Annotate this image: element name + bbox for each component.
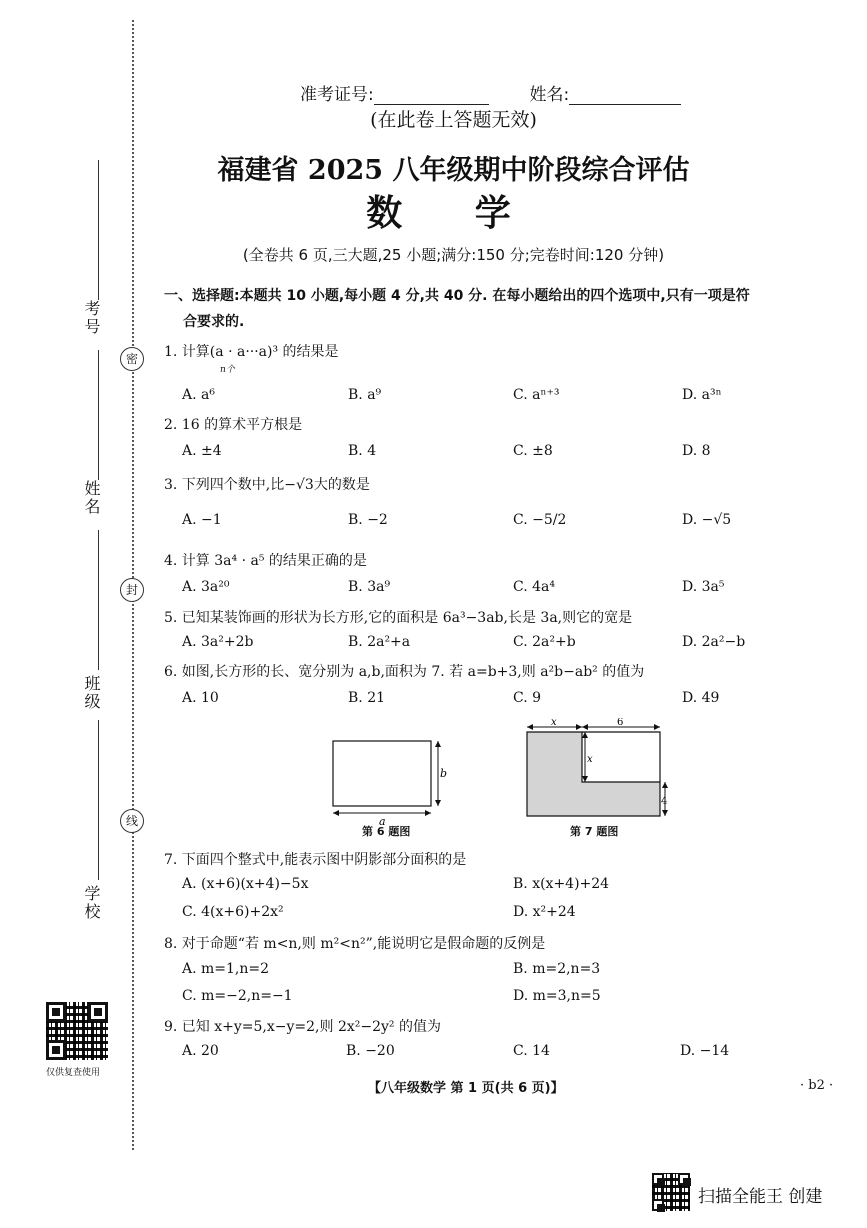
figure-7	[515, 718, 675, 823]
exam-id-blank	[374, 86, 489, 105]
fig7-label-4: 4	[661, 796, 668, 807]
question-6: 6. 如图,长方形的长、宽分别为 a,b,面积为 7. 若 a=b+3,则 a²b−ab² 的值为	[164, 664, 645, 680]
q5-option-b: B. 2a²+a	[348, 634, 411, 650]
page-code: · b2 ·	[800, 1078, 834, 1093]
q7-option-b: B. x(x+4)+24	[513, 876, 610, 892]
q8-option-c: C. m=−2,n=−1	[182, 988, 293, 1004]
q2-option-c: C. ±8	[513, 443, 553, 459]
q2-option-a: A. ±4	[182, 443, 222, 459]
seal-mark-xian: 线	[120, 809, 144, 833]
q8-option-a: A. m=1,n=2	[182, 961, 270, 977]
q1-option-c: C. aⁿ⁺³	[513, 387, 560, 403]
exam-id-label: 准考证号:	[300, 85, 374, 105]
q7-option-d: D. x²+24	[513, 904, 576, 920]
school-label: 学校	[82, 885, 101, 921]
q9-option-b: B. −20	[346, 1043, 395, 1059]
q4-option-d: D. 3a⁵	[682, 579, 725, 595]
q6-option-c: C. 9	[513, 690, 542, 706]
exam-number-label: 考号	[82, 300, 101, 336]
question-1-sub: n个	[220, 365, 235, 375]
q1-option-a: A. a⁶	[182, 387, 215, 403]
page-footer: 【八年级数学 第 1 页(共 6 页)】	[368, 1081, 564, 1096]
class-line	[98, 530, 99, 670]
q5-option-d: D. 2a²−b	[682, 634, 746, 650]
fig7-label-6: 6	[617, 718, 624, 728]
page-title: 福建省 2025 八年级期中阶段综合评估	[217, 155, 690, 186]
qr-code-margin	[46, 1002, 108, 1060]
answer-note: (在此卷上答题无效)	[370, 109, 537, 131]
scanner-qr-code	[652, 1173, 690, 1211]
q3-option-a: A. −1	[182, 512, 222, 528]
question-9: 9. 已知 x+y=5,x−y=2,则 2x²−2y² 的值为	[164, 1019, 441, 1035]
q2-option-b: B. 4	[348, 443, 377, 459]
name-line	[98, 350, 99, 480]
exam-info: (全卷共 6 页,三大题,25 小题;满分:150 分;完卷时间:120 分钟)	[242, 246, 665, 264]
scanner-watermark: 扫描全能王 创建	[698, 1187, 823, 1207]
candidate-info	[300, 80, 681, 105]
q9-option-d: D. −14	[680, 1043, 730, 1059]
qr-note: 仅供复查使用	[46, 1068, 101, 1078]
q4-option-a: A. 3a²⁰	[182, 579, 230, 595]
question-3: 3. 下列四个数中,比−√3大的数是	[164, 477, 370, 493]
question-4: 4. 计算 3a⁴ · a⁵ 的结果正确的是	[164, 553, 367, 569]
fig6-label-b: b	[440, 767, 448, 780]
q4-option-c: C. 4a⁴	[513, 579, 555, 595]
q1-option-b: B. a⁹	[348, 387, 382, 403]
subject-title: 数 学	[366, 193, 541, 234]
question-5: 5. 已知某装饰画的形状为长方形,它的面积是 6a³−3ab,长是 3a,则它的宽是	[164, 610, 633, 626]
figure-6-caption: 第 6 题图	[362, 825, 411, 838]
q4-option-b: B. 3a⁹	[348, 579, 391, 595]
seal-mark-mi: 密	[120, 347, 144, 371]
section-heading: 一、选择题:本题共 10 小题,每小题 4 分,共 40 分. 在每小题给出的四个选项中,只有一项是符	[164, 288, 750, 304]
school-line	[98, 720, 99, 880]
q5-option-a: A. 3a²+2b	[182, 634, 254, 650]
q1-option-d: D. a³ⁿ	[682, 387, 722, 403]
question-2: 2. 16 的算术平方根是	[164, 417, 303, 433]
fig7-label-x-top: x	[551, 718, 557, 728]
q6-option-a: A. 10	[182, 690, 219, 706]
name-blank	[569, 86, 681, 105]
q5-option-c: C. 2a²+b	[513, 634, 576, 650]
q3-option-b: B. −2	[348, 512, 388, 528]
name-label: 姓名	[82, 480, 101, 516]
q2-option-d: D. 8	[682, 443, 711, 459]
q3-option-c: C. −5/2	[513, 512, 567, 528]
q9-option-c: C. 14	[513, 1043, 550, 1059]
name-label-top: 姓名:	[529, 85, 570, 105]
q6-option-d: D. 49	[682, 690, 720, 706]
q8-option-d: D. m=3,n=5	[513, 988, 601, 1004]
section-heading-cont: 合要求的.	[183, 314, 245, 330]
q6-option-b: B. 21	[348, 690, 386, 706]
q3-option-d: D. −√5	[682, 512, 732, 528]
seal-mark-feng: 封	[120, 578, 144, 602]
fig6-label-a: a	[379, 815, 386, 825]
fig7-label-x-side: x	[587, 754, 593, 765]
class-label: 班级	[82, 675, 101, 711]
q8-option-b: B. m=2,n=3	[513, 961, 601, 977]
question-1: 1. 计算(a · a···a)³ 的结果是	[164, 344, 339, 360]
q7-option-c: C. 4(x+6)+2x²	[182, 904, 284, 920]
question-7: 7. 下面四个整式中,能表示图中阴影部分面积的是	[164, 852, 467, 868]
figure-7-caption: 第 7 题图	[570, 825, 619, 838]
figure-6	[325, 735, 455, 825]
q7-option-a: A. (x+6)(x+4)−5x	[182, 876, 309, 892]
q9-option-a: A. 20	[182, 1043, 219, 1059]
question-8: 8. 对于命题“若 m<n,则 m²<n²”,能说明它是假命题的反例是	[164, 936, 546, 952]
